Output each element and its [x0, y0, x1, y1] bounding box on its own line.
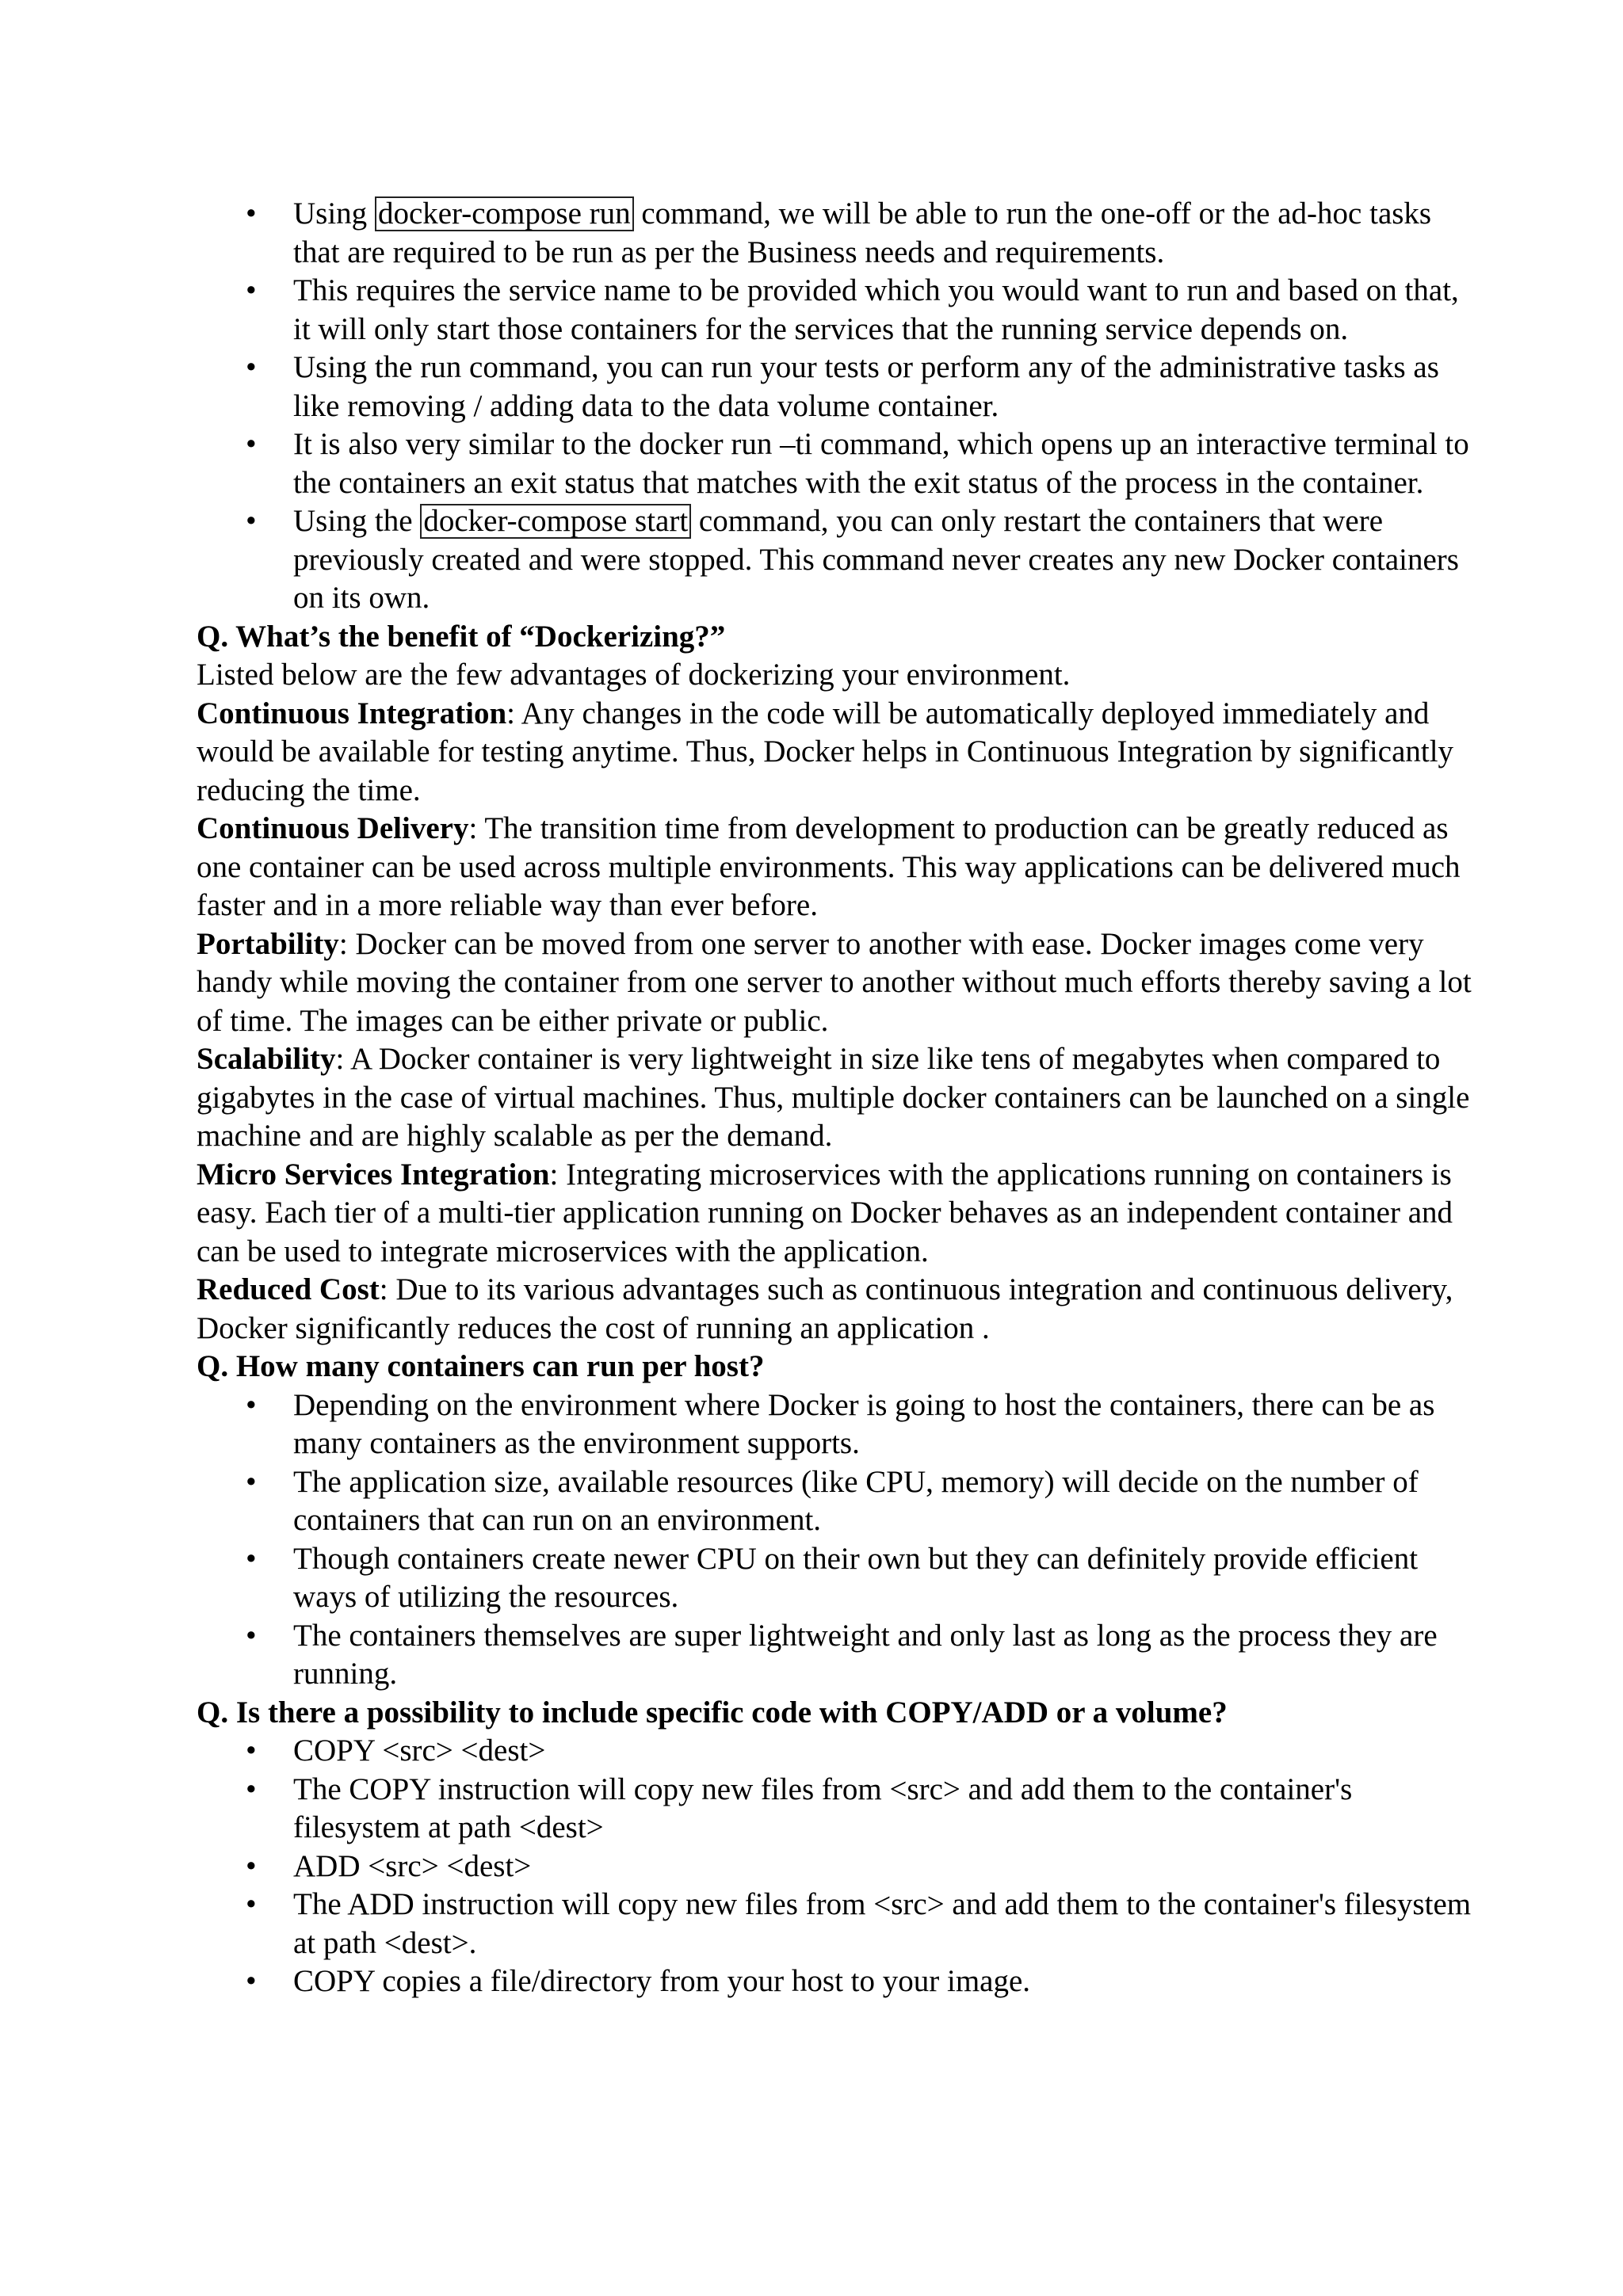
- benefit-term: Micro Services Integration: [197, 1157, 550, 1192]
- list-item: • Using the docker-compose start command, you can only restart the containers that were previously created and were stopped. This command never creates any new Docker containers on its own.: [197, 502, 1480, 618]
- compose-commands-list: [197, 195, 1480, 618]
- benefit-term: Continuous Integration: [197, 696, 507, 730]
- benefit-paragraph: Portability: Docker can be moved from one server to another with ease. Docker images come very handy while moving the container from one server to another without much efforts thereby saving a lot of time. The images can be either private or public.: [197, 926, 1472, 1038]
- list-item: • ADD <src> <dest>: [197, 1848, 1480, 1886]
- list-item: • The ADD instruction will copy new files from <src> and add them to the container's filesystem at path <dest>.: [197, 1886, 1480, 1962]
- list-item: • This requires the service name to be provided which you would want to run and based on that, it will only start those containers for the services that the running service depends on.: [197, 272, 1480, 349]
- list-item: • It is also very similar to the docker run –ti command, which opens up an interactive terminal to the containers an exit status that matches with the exit status of the process in the container.: [197, 425, 1480, 502]
- benefit-paragraph: Micro Services Integration: Integrating microservices with the applications running on containers is easy. Each tier of a multi-tier application running on Docker behaves as an independent container and can be used to integrate microservices with the application.: [197, 1157, 1453, 1268]
- list-item: • COPY copies a file/directory from your host to your image.: [197, 1962, 1480, 2001]
- question-heading-copy-add: Q. Is there a possibility to include specific code with COPY/ADD or a volume?: [197, 1695, 1228, 1730]
- containers-per-host-list: [197, 1386, 1480, 1694]
- benefit-paragraph: Continuous Integration: Any changes in the code will be automatically deployed immediately and would be available for testing anytime. Thus, Docker helps in Continuous Integration by significantly reducing the time.: [197, 696, 1454, 807]
- question-heading-containers-per-host: Q. How many containers can run per host?: [197, 1349, 765, 1383]
- list-item: • COPY <src> <dest>: [197, 1732, 1480, 1771]
- list-item: • Using the run command, you can run your tests or perform any of the administrative tasks as like removing / adding data to the data volume container.: [197, 349, 1480, 425]
- dockerizing-intro: Listed below are the few advantages of dockerizing your environment.: [197, 658, 1071, 692]
- question-heading-dockerizing: Q. What’s the benefit of “Dockerizing?”: [197, 619, 726, 654]
- benefit-paragraph: Scalability: A Docker container is very lightweight in size like tens of megabytes when compared to gigabytes in the case of virtual machines. Thus, multiple docker containers can be launched on a single machine and are highly scalable as per the demand.: [197, 1042, 1470, 1153]
- benefit-paragraph: Continuous Delivery: The transition time from development to production can be greatly reduced as one container can be used across multiple environments. This way applications can be delivered much faster and in a more reliable way than ever before.: [197, 811, 1461, 922]
- benefit-term: Reduced Cost: [197, 1272, 380, 1306]
- list-item: • The application size, available resources (like CPU, memory) will decide on the number of containers that can run on an environment.: [197, 1463, 1480, 1540]
- list-item: • Though containers create newer CPU on their own but they can definitely provide efficient ways of utilizing the resources.: [197, 1540, 1480, 1617]
- code-docker-compose-run: docker-compose run: [375, 196, 634, 231]
- list-item: • Using docker-compose run command, we will be able to run the one-off or the ad-hoc tasks that are required to be run as per the Business needs and requirements.: [197, 195, 1480, 272]
- list-item: • The containers themselves are super lightweight and only last as long as the process they are running.: [197, 1617, 1480, 1694]
- document-page: [197, 195, 1480, 2001]
- code-docker-compose-start: docker-compose start: [420, 504, 691, 539]
- benefit-term: Portability: [197, 926, 339, 961]
- copy-add-list: [197, 1732, 1480, 2001]
- benefit-paragraph: Reduced Cost: Due to its various advantages such as continuous integration and continuous delivery, Docker significantly reduces the cost of running an application .: [197, 1272, 1453, 1345]
- list-item: • Depending on the environment where Docker is going to host the containers, there can be as many containers as the environment supports.: [197, 1386, 1480, 1463]
- benefit-term: Continuous Delivery: [197, 811, 469, 845]
- benefit-term: Scalability: [197, 1042, 336, 1076]
- list-item: • The COPY instruction will copy new files from <src> and add them to the container's filesystem at path <dest>: [197, 1771, 1480, 1848]
